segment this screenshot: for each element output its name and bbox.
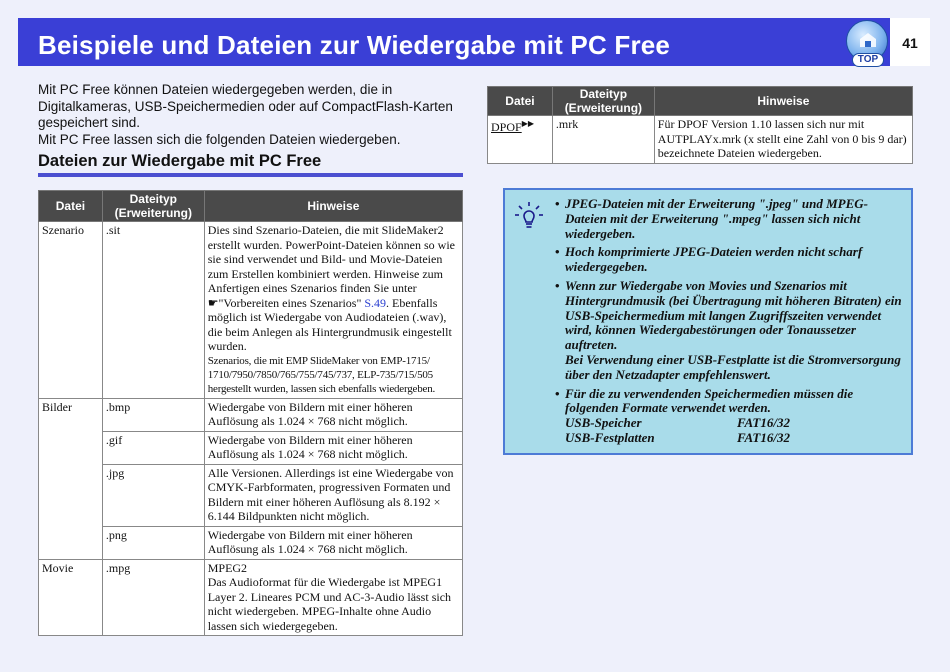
section-heading: Dateien zur Wiedergabe mit PC Free (38, 152, 322, 170)
file-cell: Szenario (39, 222, 103, 399)
notes-cell: Für DPOF Version 1.10 lassen sich nur mit AUTPLAYx.mrk (x stellt eine Zahl von 0 bis 9 dar) bezeichnete Dateien wiedergeben. (654, 116, 912, 164)
table-row (39, 559, 463, 636)
table-row (39, 222, 463, 399)
file-table (38, 190, 463, 636)
column-header-label: Dateityp (Erweiterung) (564, 87, 643, 115)
notes-cell: Alle Versionen. Allerdings ist eine Wiedergabe von CMYK-Farbformaten, progressiven Formaten und Bildern mit einer höheren Auflösung als 8.192 × 6.144 Bildpunkten nicht möglich. (204, 464, 462, 526)
note-small-text: Szenarios, die mit EMP SlideMaker von EMP-1715/ 1710/7950/7850/765/755/745/737, ELP-735/715/505 hergestellt wurden, lassen sich ebenfalls wiedergeben. (207, 354, 436, 395)
extension-cell: .mpg (102, 559, 204, 636)
table-row (39, 398, 463, 431)
format-device: USB-Festplatten (565, 429, 655, 445)
top-button[interactable] (846, 20, 890, 68)
tip-item: • Hoch komprimierte JPEG-Dateien werden nicht scharf wiedergegeben. (555, 245, 905, 275)
note-text: Dies sind Szenario-Dateien, die mit SlideMaker2 erstellt wurden. PowerPoint-Dateien können so wie sie sind verwendet und Bild- und Movie-Dateien zum Erstellen kombiniert werden. Hinweise zum Anfertigen eines Szenarios finden Sie unter (207, 223, 455, 295)
column-header (552, 87, 654, 116)
column-header: Datei (39, 191, 103, 222)
column-header: Datei (488, 87, 553, 116)
glossary-link[interactable]: DPOF (491, 120, 522, 134)
file-cell: Movie (39, 559, 103, 636)
column-header: Hinweise (654, 87, 912, 116)
notes-cell: Wiedergabe von Bildern mit einer höheren Auflösung als 1.024 × 768 nicht möglich. (204, 398, 462, 431)
section-divider (38, 173, 463, 177)
notes-cell (204, 222, 462, 399)
notes-cell: Wiedergabe von Bildern mit einer höheren Auflösung als 1.024 × 768 nicht möglich. (204, 526, 462, 559)
tip-text: Bei Verwendung einer USB-Festplatte ist die Stromversorgung über den Netzadapter empfehlenswert. (565, 351, 901, 382)
notes-cell (204, 559, 462, 636)
tip-text: Wenn zur Wiedergabe von Movies und Szenarios mit Hintergrundmusik (bei Übertragung mit höheren Bitraten) ein USB-Speichermedium mit langen Zugriffszeiten verwendet wird, können Wiedergabestörungen oder Tonaussetzer auftreten. (565, 277, 902, 353)
format-row (565, 431, 905, 446)
column-header (102, 191, 204, 222)
notes-cell: Wiedergabe von Bildern mit einer höheren Auflösung als 1.024 × 768 nicht möglich. (204, 431, 462, 464)
page-title: Beispiele und Dateien zur Wiedergabe mit PC Free (38, 30, 671, 60)
column-header: Hinweise (204, 191, 462, 222)
format-device: USB-Speicher (565, 415, 642, 431)
page-link[interactable]: S.49 (364, 295, 387, 310)
tip-box (503, 188, 913, 455)
top-label: TOP (852, 53, 884, 67)
note-text: Das Audioformat für die Wiedergabe ist MPEG1 Layer 2. Lineares PCM und AC-3-Audio lässt sich nicht wiedergeben. MPEG-Inhalte ohne Audio lassen sich wiedergegeben. (207, 575, 452, 633)
reference-text: "Vorbereiten eines Szenarios" (218, 295, 365, 310)
extension-cell: .jpg (102, 464, 204, 526)
format-row (565, 416, 905, 431)
intro-text (38, 82, 468, 148)
table-row (39, 526, 463, 559)
column-header-label: Dateityp (Erweiterung) (114, 192, 192, 220)
file-cell: Bilder (39, 398, 103, 559)
table-row (39, 464, 463, 526)
tip-item (555, 387, 905, 446)
table-header-row (39, 191, 463, 222)
intro-paragraph: Mit PC Free können Dateien wiedergegeben werden, die in Digitalkameras, USB-Speichermedien oder auf CompactFlash-Karten gespeichert sind. (38, 82, 453, 130)
note-title: MPEG2 (207, 560, 248, 575)
extension-cell: .mrk (552, 116, 654, 164)
tip-item (555, 279, 905, 383)
note-text: . Ebenfalls möglich ist Wiedergabe von Audiodateien (.wav), die beim Anlegen als Hintergrundmusik eingestellt wurden. (207, 295, 452, 353)
table-header-row (488, 87, 913, 116)
glossary-arrow-icon: ▶▶ (521, 119, 534, 128)
extension-cell: .bmp (102, 398, 204, 431)
extension-cell: .sit (102, 222, 204, 399)
page-number: 41 (890, 18, 930, 66)
dpof-table (487, 86, 913, 164)
table-row (488, 116, 913, 164)
tip-text: Für die zu verwendenden Speichermedien müssen die folgenden Formate verwendet werden. (565, 385, 854, 416)
file-cell (488, 116, 553, 164)
extension-cell: .png (102, 526, 204, 559)
tip-list (555, 197, 905, 450)
reference-hand-icon: ☛ (207, 295, 219, 310)
tip-item: • JPEG-Dateien mit der Erweiterung ".jpeg" und MPEG-Dateien mit der Erweiterung ".mpeg" lassen sich nicht wiedergeben. (555, 197, 905, 241)
intro-paragraph: Mit PC Free lassen sich die folgenden Dateien wiedergeben. (38, 131, 401, 147)
tip-icon (513, 200, 545, 232)
format-value: FAT16/32 (737, 415, 790, 431)
extension-cell: .gif (102, 431, 204, 464)
table-row (39, 431, 463, 464)
format-value: FAT16/32 (737, 429, 790, 445)
